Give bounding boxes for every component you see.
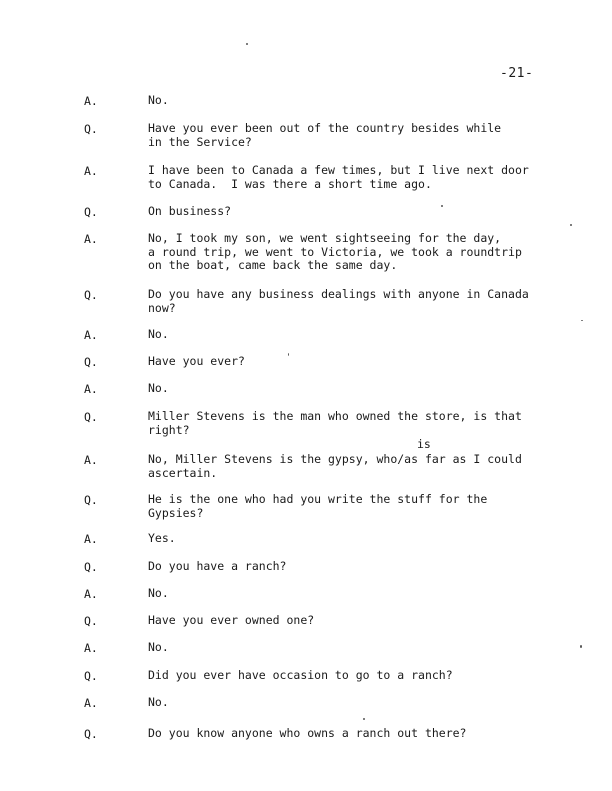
entry-text: No. (148, 586, 169, 600)
speaker-label: A. (84, 382, 98, 396)
entry-text: Do you have a ranch? (148, 559, 287, 573)
entry-text: No. (148, 695, 169, 709)
speaker-label: A. (84, 641, 98, 655)
speaker-label: Q. (84, 205, 98, 219)
speaker-label: A. (84, 94, 98, 108)
entry-text: On business? (148, 204, 232, 218)
entry-text: Yes. (148, 531, 176, 545)
entry-text: No. (148, 93, 169, 107)
speaker-label: Q. (84, 410, 98, 424)
entry-text: Have you ever been out of the country besides while in the Service? (148, 121, 502, 149)
entry-text: Do you have any business dealings with anyone in Canada now? (148, 287, 529, 315)
page-number: -21- (500, 66, 534, 81)
entry-text: No, Miller Stevens is the gypsy, who/as far as I could ascertain. (148, 452, 522, 480)
entry-text: Miller Stevens is the man who owned the store, is that right? (148, 409, 522, 437)
entry-text: No. (148, 327, 169, 341)
speaker-label: A. (84, 164, 98, 178)
entry-text: Have you ever owned one? (148, 613, 315, 627)
scan-speck (363, 718, 365, 720)
speaker-label: Q. (84, 614, 98, 628)
speaker-label: A. (84, 532, 98, 546)
speaker-label: A. (84, 328, 98, 342)
speaker-label: Q. (84, 493, 98, 507)
entry-text: No. (148, 381, 169, 395)
entry-text: I have been to Canada a few times, but I live next door to Canada. I was there a short time ago. (148, 163, 529, 191)
entry-text: Do you know anyone who owns a ranch out there? (148, 726, 467, 740)
speaker-label: Q. (84, 727, 98, 741)
entry-text: Did you ever have occasion to go to a ranch? (148, 668, 453, 682)
entry-text: No. (148, 640, 169, 654)
speaker-label: Q. (84, 355, 98, 369)
entry-text: No, I took my son, we went sightseeing for the day, a round trip, we went to Victoria, we took a roundtrip on the boat, came back the same day. (148, 231, 522, 272)
entry-text: Have you ever? (148, 354, 245, 368)
scan-speck (581, 320, 583, 321)
scan-speck (580, 645, 582, 648)
handwritten-interlineation: is (417, 437, 431, 451)
speaker-label: A. (84, 453, 98, 467)
scan-speck (441, 205, 443, 207)
speaker-label: A. (84, 232, 98, 246)
speaker-label: Q. (84, 122, 98, 136)
entry-text: He is the one who had you write the stuff for the Gypsies? (148, 492, 488, 520)
speaker-label: A. (84, 696, 98, 710)
speaker-label: Q. (84, 288, 98, 302)
speaker-label: Q. (84, 560, 98, 574)
speaker-label: Q. (84, 669, 98, 683)
scan-speck (246, 43, 248, 45)
speaker-label: A. (84, 587, 98, 601)
scan-speck (570, 224, 572, 226)
scan-speck (288, 353, 289, 356)
